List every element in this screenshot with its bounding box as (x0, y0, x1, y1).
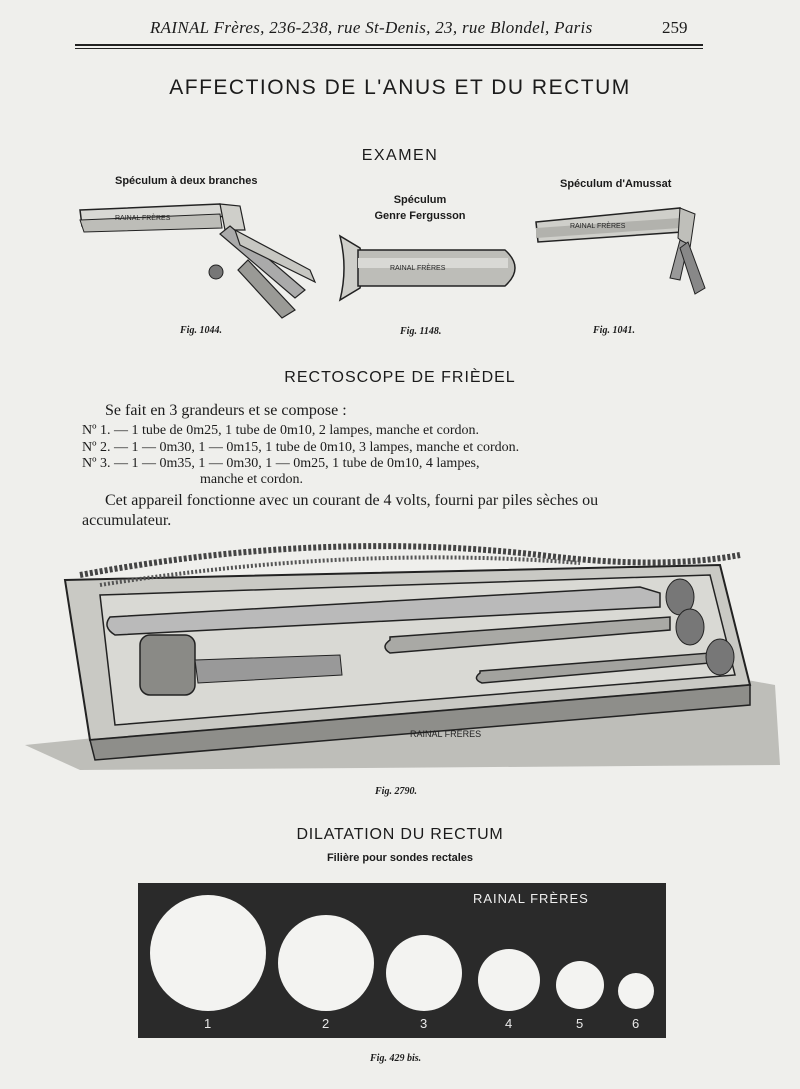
hole-number-2: 2 (322, 1016, 330, 1031)
rectoscope-row-3: Nº 3. — 1 — 0m35, 1 — 0m30, 1 — 0m25, 1 tube de 0m10, 4 lampes, (82, 456, 480, 471)
hole-3 (386, 935, 462, 1011)
dilatation-heading: DILATATION DU RECTUM (296, 826, 504, 843)
dilatation-subheading: Filière pour sondes rectales (326, 852, 474, 864)
fig-label-1148: Fig. 1148. (400, 326, 442, 337)
speculum-amussat-illustration (530, 198, 720, 308)
fig-label-429bis: Fig. 429 bis. (370, 1053, 422, 1064)
page-number: 259 (662, 18, 688, 37)
speculum-fergusson-illustration (330, 228, 530, 308)
running-head: RAINAL Frères, 236-238, rue St-Denis, 23, rue Blondel, Paris (150, 18, 593, 37)
hole-6 (618, 973, 654, 1009)
plate-brand: RAINAL FRÈRES (473, 891, 589, 906)
hole-1 (150, 895, 266, 1011)
caption-speculum-fergusson-1: Spéculum (393, 194, 447, 206)
engraving-text-1: RAINAL FRÈRES (115, 215, 171, 222)
hole-4 (478, 949, 540, 1011)
rectoscope-paragraph-line2: accumulateur. (82, 512, 172, 529)
hole-2 (278, 915, 374, 1011)
rectoscope-case-illustration (20, 535, 780, 780)
rectoscope-row-1: Nº 1. — 1 tube de 0m25, 1 tube de 0m10, 2 lampes, manche et cordon. (82, 423, 480, 438)
caption-speculum-two-branches: Spéculum à deux branches (115, 175, 258, 187)
hole-number-1: 1 (204, 1016, 212, 1031)
speculum-two-branches-illustration (70, 190, 330, 330)
hole-5 (556, 961, 604, 1009)
rectoscope-row-3-cont: manche et cordon. (200, 472, 304, 487)
rectoscope-heading: RECTOSCOPE DE FRIÈDEL (284, 369, 516, 386)
hole-number-5: 5 (576, 1016, 584, 1031)
fig-label-1041: Fig. 1041. (593, 325, 635, 336)
section-title: AFFECTIONS DE L'ANUS ET DU RECTUM (169, 76, 631, 99)
rectoscope-row-2: Nº 2. — 1 — 0m30, 1 — 0m15, 1 tube de 0m10, 3 lampes, manche et cordon. (82, 440, 520, 455)
caption-speculum-fergusson-2: Genre Fergusson (374, 210, 466, 222)
rectoscope-paragraph-line1: Cet appareil fonctionne avec un courant de 4 volts, fourni par piles sèches ou (105, 492, 599, 509)
filiere-plate (138, 883, 666, 1038)
engraving-text-3: RAINAL FRÈRES (570, 223, 626, 230)
rectoscope-intro: Se fait en 3 grandeurs et se compose : (105, 402, 347, 419)
exam-heading: EXAMEN (361, 147, 439, 164)
fig-label-2790: Fig. 2790. (375, 786, 417, 797)
hole-number-6: 6 (632, 1016, 640, 1031)
case-engraving: RAINAL FRÈRES (410, 729, 482, 739)
header-rule (75, 44, 703, 49)
engraving-text-2: RAINAL FRÈRES (390, 265, 446, 272)
fig-label-1044: Fig. 1044. (180, 325, 222, 336)
hole-number-3: 3 (420, 1016, 428, 1031)
hole-number-4: 4 (505, 1016, 513, 1031)
caption-speculum-amussat: Spéculum d'Amussat (560, 178, 672, 190)
